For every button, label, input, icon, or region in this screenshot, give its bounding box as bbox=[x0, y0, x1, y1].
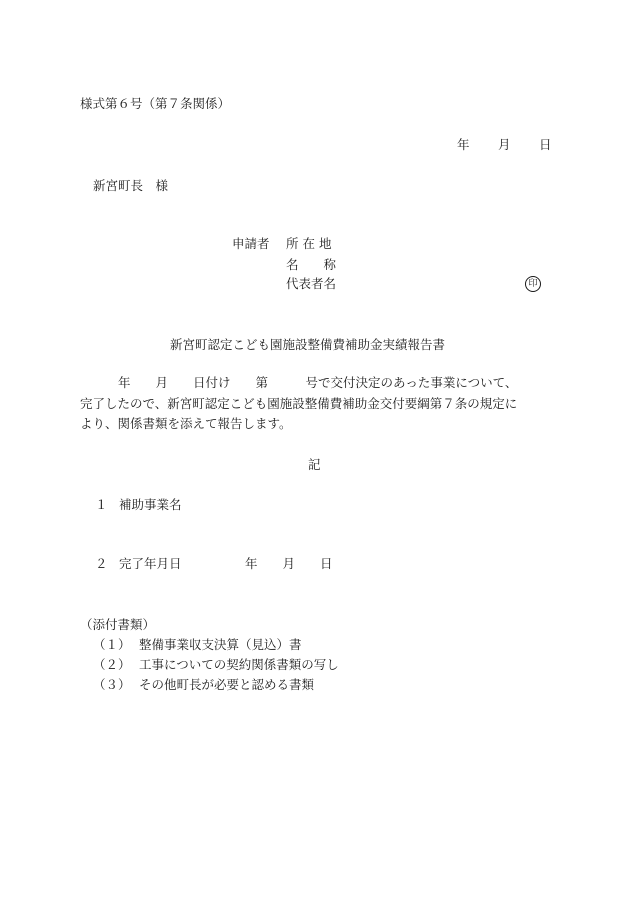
form-number: 様式第６号（第７条関係） bbox=[80, 96, 231, 111]
body-line-1: 年 月 日付け 第 号で交付決定のあった事業について、 bbox=[118, 375, 518, 390]
seal-mark: 印 bbox=[525, 276, 541, 292]
attachment-1-text: 整備事業収支決算（見込）書 bbox=[139, 637, 302, 652]
name-label: 名 称 bbox=[286, 257, 337, 272]
item-2-label: 完了年月日 bbox=[119, 556, 182, 571]
date-day-label: 日 bbox=[539, 137, 552, 152]
attachment-3-text: その他町長が必要と認める書類 bbox=[139, 677, 315, 692]
item-1-number: １ bbox=[95, 497, 108, 512]
attachment-1-number: （１） bbox=[93, 637, 131, 652]
completion-date: 年 月 日 bbox=[245, 556, 333, 571]
attachment-3-number: （３） bbox=[93, 677, 131, 692]
date-month-label: 月 bbox=[498, 137, 511, 152]
addressee: 新宮町長 様 bbox=[93, 178, 169, 193]
attachments-heading: （添付書類） bbox=[80, 617, 156, 632]
body-line-2: 完了したので、新宮町認定こども園施設整備費補助金交付要綱第７条の規定に bbox=[80, 396, 518, 411]
item-1-label: 補助事業名 bbox=[119, 497, 182, 512]
date-year-label: 年 bbox=[457, 137, 470, 152]
ki-heading: 記 bbox=[308, 457, 321, 472]
document-title: 新宮町認定こども園施設整備費補助金実績報告書 bbox=[170, 337, 446, 352]
attachment-2-text: 工事についての契約関係書類の写し bbox=[139, 657, 339, 672]
attachment-2-number: （２） bbox=[93, 657, 131, 672]
item-2-number: ２ bbox=[95, 556, 108, 571]
applicant-label: 申請者 bbox=[232, 236, 270, 251]
body-line-3: より、関係書類を添えて報告します。 bbox=[80, 416, 292, 431]
representative-label: 代表者名 bbox=[286, 276, 337, 291]
address-label: 所 在 地 bbox=[286, 236, 332, 251]
